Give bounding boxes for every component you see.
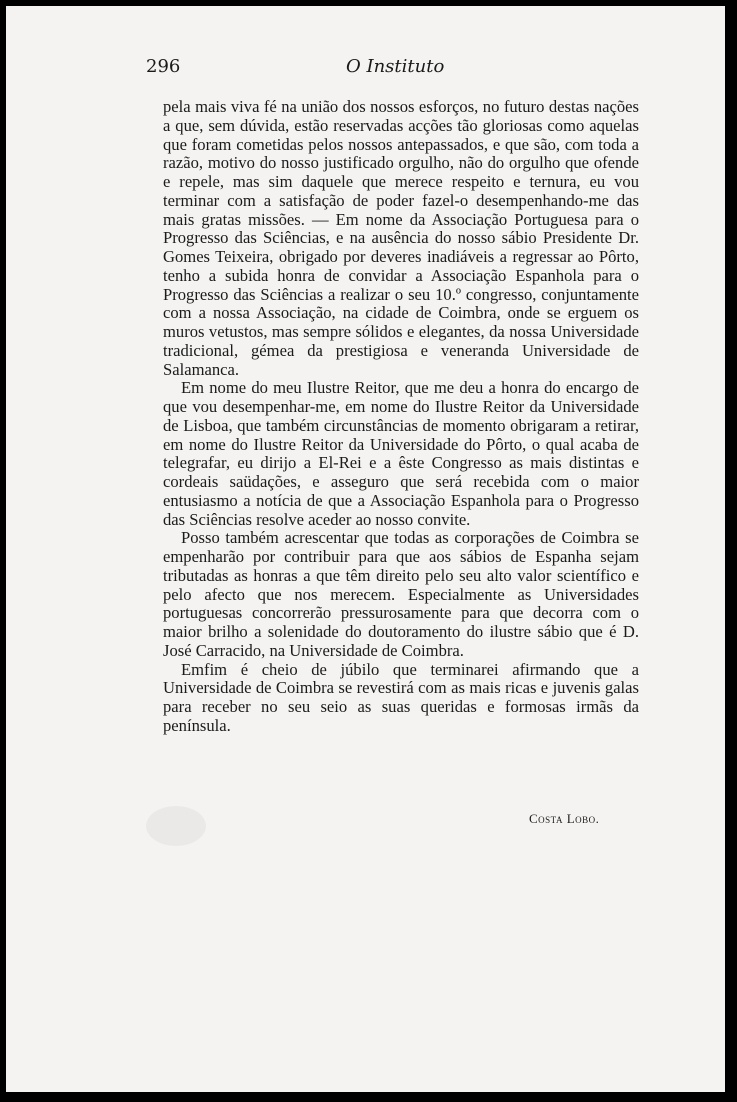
page-number: 296 [146, 56, 181, 77]
running-title: O Instituto [346, 56, 445, 77]
body-text [163, 98, 639, 736]
paragraph-4: Emfim é cheio de júbilo que terminarei afirmando que a Universidade de Coimbra se revestirá com as mais ricas e juvenis galas para receber no seu seio as suas queridas e formosas irmãs da península. [163, 659, 639, 735]
paper-stain [146, 806, 206, 846]
paragraph-2: Em nome do meu Ilustre Reitor, que me deu a honra do encargo de que vou desempenhar-me, em nome do Ilustre Reitor da Universidade de Lisboa, que também circunstâncias de momento obrigaram a retirar, em nome do Ilustre Reitor da Universidade do Pôrto, o qual acaba de telegrafar, eu dirijo a El-Rei e a êste Congresso as mais distintas e cordeais saüdações, e asseguro que será recebida com o maior entusiasmo a notícia de que a Associação Espanhola para o Progresso das Sciências resolve aceder ao nosso convite. [163, 378, 639, 529]
author-signature: Costa Lobo. [529, 811, 600, 826]
paragraph-1: pela mais viva fé na união dos nossos esforços, no futuro destas nações a que, sem dúvida, estão reservadas acções tão gloriosas como aquelas que foram cometidas pelos nossos antepassados, e que são, com toda a razão, motivo do nosso justificado orgulho, não do orgulho que ofende e repele, mas sim daquele que merece respeito e ternura, eu vou terminar com a satisfação de poder fazel-o desempenhando-me das mais gratas missões. — Em nome da Associação Portuguesa para o Progresso das Sciências, e na ausência do nosso sábio Presidente Dr. Gomes Teixeira, obrigado por deveres inadiáveis a regressar ao Pôrto, tenho a subida honra de convidar a Associação Espanhola para o Progresso das Sciências a realizar o seu 10.º congresso, conjuntamente com a nossa Associação, na cidade de Coimbra, onde se erguem os muros vetustos, mas sempre sólidos e elegantes, da nossa Universidade tradicional, gémea da prestigiosa e veneranda Universidade de Salamanca. [163, 97, 639, 379]
document-page [6, 6, 725, 1092]
page-header [146, 52, 626, 82]
paragraph-3: Posso também acrescentar que todas as corporações de Coimbra se empenharão por contribuir para que aos sábios de Espanha sejam tributadas as honras a que têm direito pelo seu alto valor scientífico e pelo afecto que nos merecem. Especialmente as Universidades portuguesas concorrerão pressurosamente para que decorra com o maior brilho a solenidade do doutoramento do ilustre sábio que é D. José Carracido, na Universidade de Coimbra. [163, 528, 639, 660]
